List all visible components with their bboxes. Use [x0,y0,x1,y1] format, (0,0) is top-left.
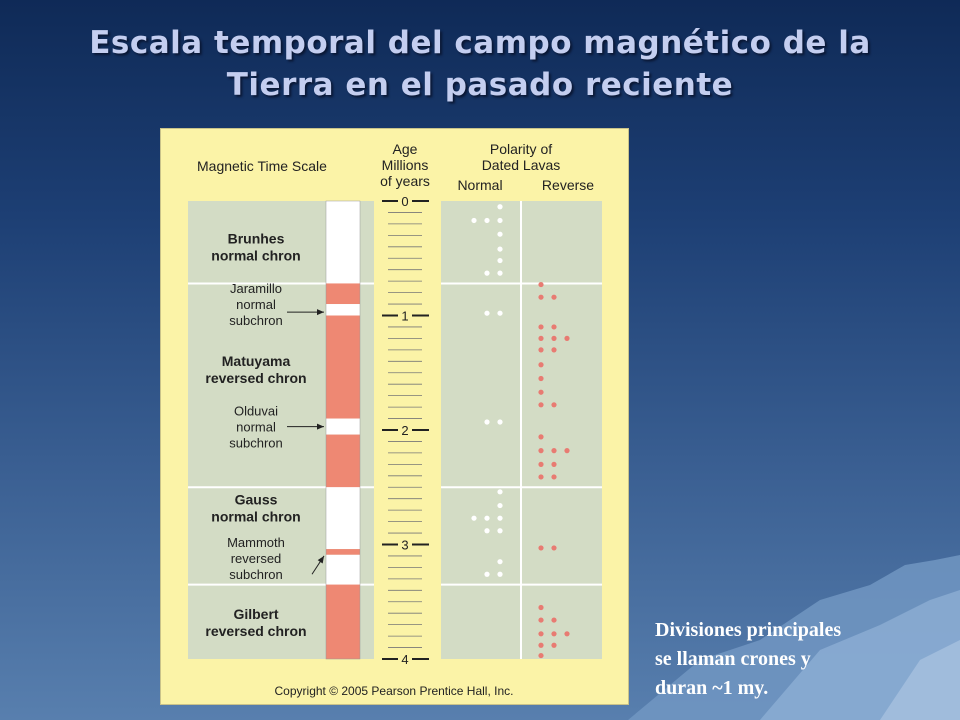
normal-column-header: Normal [457,177,503,193]
normal-lava-dot [497,503,502,508]
reverse-lava-dot [551,448,556,453]
reverse-lava-dot [538,295,543,300]
normal-lava-dot [497,232,502,237]
magnetic-time-scale-figure [160,128,629,705]
normal-lava-dot [484,419,489,424]
normal-lava-dot [497,419,502,424]
period-label-line: normal [236,419,276,435]
normal-lava-dot [497,311,502,316]
normal-lava-dot [497,528,502,533]
caption [655,616,955,703]
period-label-line: Gilbert [233,605,279,622]
period-label-line: Matuyama [221,352,291,369]
polarity-segment-normal [326,487,360,549]
normal-lava-dot [484,271,489,276]
reverse-lava-dot [551,324,556,329]
age-tick-label: 4 [401,652,409,667]
normal-lava-dot [497,218,502,223]
period-label-line: reversed chron [205,369,307,386]
normal-lava-dot [497,489,502,494]
reverse-lava-dot [538,643,543,648]
reverse-lava-dot [538,545,543,550]
age-tick-label: 3 [401,537,409,553]
reverse-lava-dot [538,617,543,622]
normal-lava-dot [497,559,502,564]
normal-lava-dot [484,572,489,577]
normal-lava-dot [497,572,502,577]
reverse-lava-dot [538,434,543,439]
reverse-lava-dot [551,462,556,467]
reverse-lava-dot [551,295,556,300]
period-label-line: reversed chron [205,622,307,639]
age-tick-label: 0 [401,194,409,209]
reverse-lava-dot [538,390,543,395]
polarity-segment-normal [326,419,360,435]
reverse-lava-dot [538,653,543,658]
period-label-line: subchron [229,435,283,451]
reverse-lava-dot [564,448,569,453]
reverse-lava-dot [538,362,543,367]
reverse-lava-dot [551,617,556,622]
normal-lava-dot [471,218,476,223]
reverse-lava-dot [564,336,569,341]
period-label-line: subchron [229,567,283,583]
period-label-line: normal [236,297,276,313]
reverse-lava-dot [538,448,543,453]
polarity-segment-reversed [326,585,360,659]
normal-lava-dot [484,516,489,521]
age-header-line-2: Millions [381,157,429,173]
period-label-line: Mammoth [227,535,285,551]
reverse-lava-dot [551,336,556,341]
period-label-line: reversed [230,551,282,567]
reverse-lava-dot [538,336,543,341]
normal-lava-dot [497,516,502,521]
period-label-line: normal chron [211,247,301,264]
reverse-lava-dot [564,631,569,636]
reverse-lava-dot [538,605,543,610]
reverse-lava-dot [538,282,543,287]
reverse-lava-dot [538,402,543,407]
reverse-lava-dot [551,474,556,479]
title-line-1: Escala temporal del campo magnético de la [89,25,871,61]
reverse-column-header: Reverse [541,177,595,193]
period-label-line: Gauss [234,491,278,508]
age-tick-label: 1 [401,308,409,324]
age-header-line-1: Age [392,141,418,157]
caption-line-2: se llaman crones y [655,648,811,670]
age-tick-label: 2 [401,423,409,438]
reverse-lava-dot [538,474,543,479]
period-label-line: subchron [229,313,283,329]
period-label-line: Olduvai [233,403,279,419]
polarity-header-line-1: Polarity of [489,141,553,157]
copyright-notice: Copyright © 2005 Pearson Prentice Hall, Inc. [274,684,514,698]
reverse-lava-dot [551,643,556,648]
polarity-segment-reversed [326,283,360,304]
normal-lava-dot [497,271,502,276]
polarity-segment-normal [326,201,360,283]
caption-line-3: duran ~1 my. [655,677,769,699]
normal-lava-dot [484,218,489,223]
period-label-line: Brunhes [227,230,285,247]
normal-lava-dot [484,311,489,316]
reverse-lava-dot [538,462,543,467]
reverse-lava-dot [538,347,543,352]
age-header-line-3: of years [380,173,430,189]
period-label-line: Jaramillo [229,281,283,297]
reverse-lava-dot [538,376,543,381]
title-line-2: Tierra en el pasado reciente [226,67,734,103]
normal-lava-dot [497,246,502,251]
polarity-segment-reversed [326,316,360,419]
slide-title [0,22,960,106]
polarity-segment-normal [326,555,360,585]
normal-lava-dot [471,516,476,521]
normal-lava-dot [484,528,489,533]
reverse-lava-dot [551,402,556,407]
caption-line-1: Divisiones principales [655,619,842,641]
reverse-lava-dot [551,631,556,636]
scale-header: Magnetic Time Scale [197,158,327,174]
reverse-lava-dot [538,324,543,329]
polarity-segment-normal [326,304,360,315]
reverse-lava-dot [551,347,556,352]
polarity-segment-reversed [326,549,360,555]
normal-lava-dot [497,204,502,209]
normal-lava-dot [497,258,502,263]
polarity-header-line-2: Dated Lavas [481,157,561,173]
period-label-line: normal chron [211,508,301,525]
reverse-lava-dot [538,631,543,636]
reverse-lava-dot [551,545,556,550]
polarity-segment-reversed [326,435,360,488]
